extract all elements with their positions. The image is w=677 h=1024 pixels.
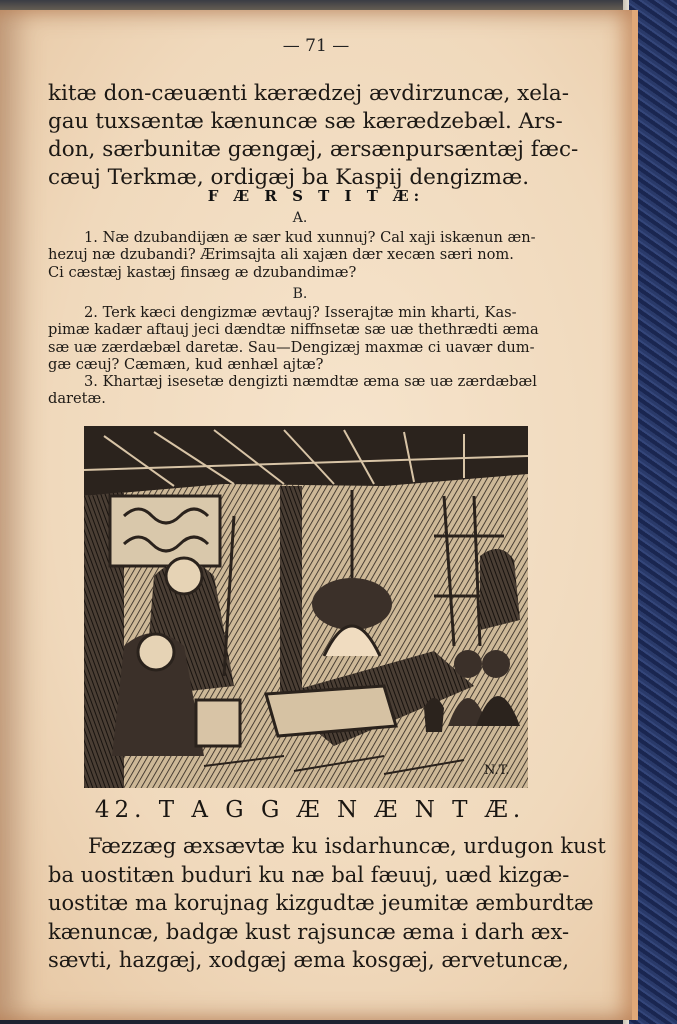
text-line: Ci cæstæj kastæj finsæg æ dzubandimæ? [48,263,357,281]
text-line: pimæ kadær aftauj jeci dændtæ niffnsetæ sæ uæ thethrædti æma [48,321,539,339]
book-page [0,10,638,1020]
text-line: ba uostitæn buduri ku næ bal fæuuj, uæd kizgæ- [48,862,570,887]
text-line: 2. Terk kæci dengizmæ ævtauj? Isserajtæ min kharti, Kas- [84,304,517,321]
section-b-questions [48,304,556,408]
section-a-questions [48,229,556,281]
section-a-label: A. [292,210,308,226]
text-line: kitæ don-cæuænti kærædzej ævdirzuncæ, xela- [48,81,569,106]
page-number: — 71 — [282,36,350,56]
interior-scene-illustration [84,426,528,788]
text-line: hezuj næ dzubandi? Ærimsajta ali xajæn dær xecæn særi nom. [48,246,514,264]
text-line: sævti, hazgæj, xodgæj æma kosgæj, ærvetuncæ, [48,948,570,972]
text-line: Fæzzæg æxsævtæ ku isdarhuncæ, urdugon kust [88,834,606,858]
lesson-paragraph [48,832,606,975]
text-line: sæ uæ zærdæbæl daretæ. Sau—Dengizæj maxmæ ci uavær dum- [48,338,535,356]
lesson-title: 42. T A G G Æ N Æ N T Æ. [94,797,526,823]
text-line: 3. Khartæj isesetæ dengizti næmdtæ æma sæ uæ zærdæbæl [84,373,537,391]
text-line: daretæ. [48,390,106,408]
text-line: 1. Næ dzubandijæn æ sær kud xunnuj? Cal xaji iskænun æn- [84,229,536,246]
illustration-signature: N.T. [484,763,510,778]
text-line: kænuncæ, badgæ kust rajsuncæ æma i darh æx- [48,919,570,944]
text-line: gau tuxsæntæ kænuncæ sæ kærædzebæl. Ars- [48,109,563,134]
text-line: gæ cæuj? Cæmæn, kud ænhæl ajtæ? [48,355,324,373]
intro-paragraph [48,80,579,192]
questions-heading: F Æ R S T I T Æ: [207,187,425,205]
text-line: don, særbunitæ gængæj, ærsænpursæntæj fæc- [48,137,579,162]
section-b-label: B. [292,286,308,302]
text-line: cæuj Terkmæ, ordigæj ba Kaspij dengizmæ. [48,165,530,190]
text-line: uostitæ ma korujnag kizgudtæ jeumitæ æmburdtæ [48,891,594,915]
